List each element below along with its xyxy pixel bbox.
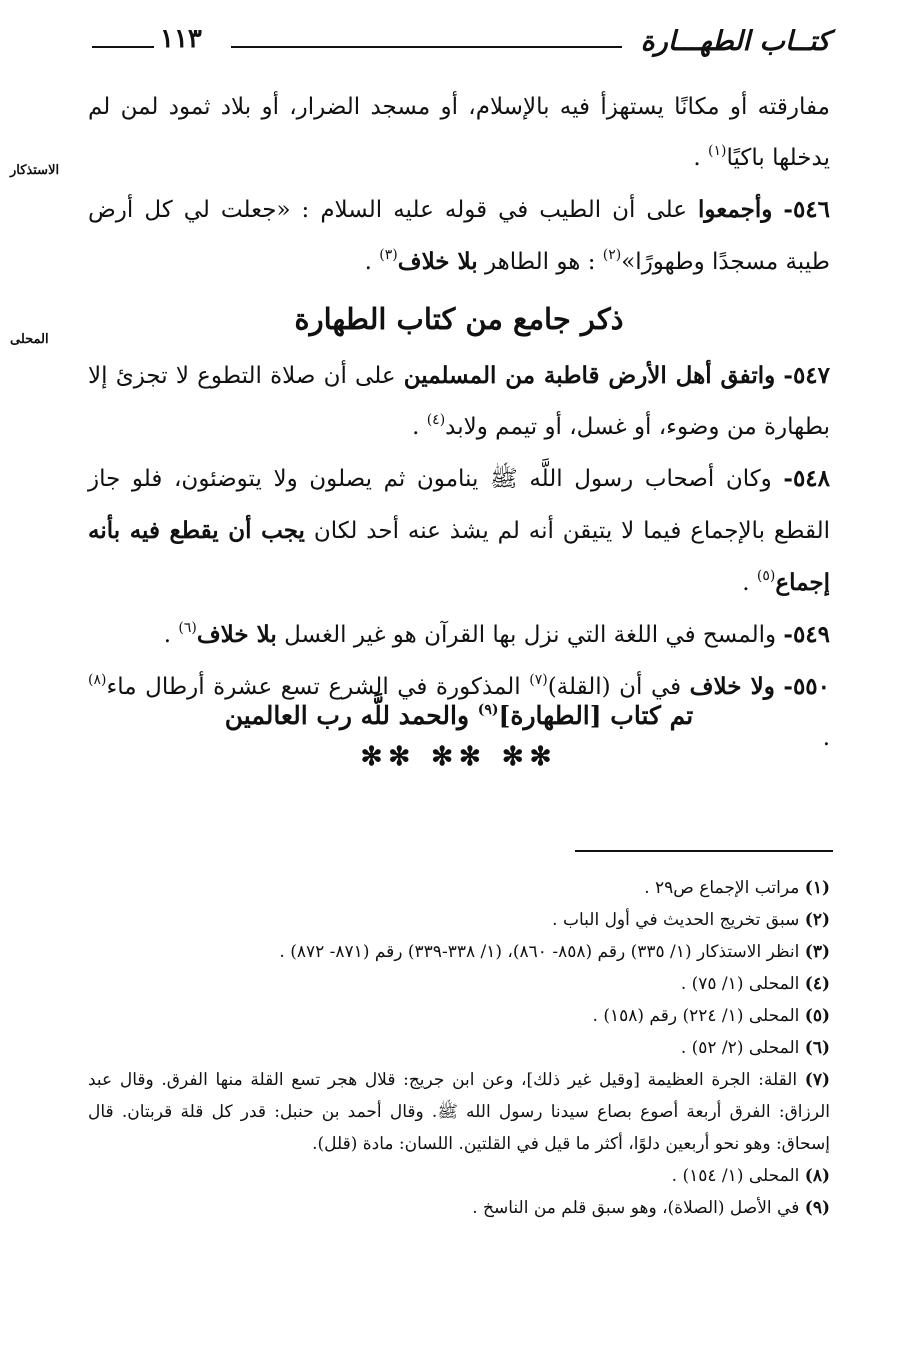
paragraph-text: في أن (القلة) <box>547 674 682 700</box>
page-number: ١١٣ <box>160 24 202 54</box>
footnote-number: (٦) <box>804 1038 830 1058</box>
closing-text: والحمد للَّه رب العالمين <box>224 701 470 730</box>
footnote-3 <box>88 936 830 968</box>
margin-source-istidhkar: الاستذكار <box>10 163 60 178</box>
footnote-number: (٥) <box>804 1006 830 1026</box>
book-closing-line <box>88 694 830 738</box>
paragraph-548 <box>88 453 830 609</box>
footnote-text: القلة: الجرة العظيمة [وقيل غير ذلك]، وعن ابن جريج: قلال هجر تسع القلة منها الفرق. وقال عبد الرزاق: الفرق أربعة أصوع بصاع سيدنا رسول الله ﷺ. وقال أحمد بن حنبل: قدر كل قلة قربتان. قال إسحاق: وهو نحو أربعين دلوًا، أكثر ما قيل في القلتين. اللسان: مادة (قلل). <box>88 1070 830 1154</box>
footnote-8 <box>88 1160 830 1192</box>
paragraph-text: مفارقته أو مكانًا يستهزأ فيه بالإسلام، أو مسجد الضرار، أو بلاد ثمود لمن لم يدخلها باكيًا <box>88 94 830 171</box>
footnote-ref: (٨) <box>88 672 107 688</box>
footnote-text: في الأصل (الصلاة)، وهو سبق قلم من الناسخ . <box>472 1198 800 1218</box>
paragraph-text: على أن الطيب في قوله عليه السلام : «جعلت لي كل أرض طيبة مسجدًا وطهورًا» <box>88 197 830 275</box>
period: . <box>822 725 830 751</box>
footnote-separator <box>575 850 833 852</box>
bold-phrase: واتفق أهل الأرض قاطبة من المسلمين <box>403 362 776 389</box>
issue-number: ٥٤٧- <box>783 362 831 389</box>
footnote-number: (٤) <box>804 974 830 994</box>
period: . <box>163 622 172 648</box>
footnote-text: انظر الاستذكار (١/ ٣٣٥) رقم (٨٥٨- ٨٦٠)، (١/ ٣٣٨-٣٣٩) رقم (٨٧١- ٨٧٢) . <box>279 942 800 962</box>
footnote-text: مراتب الإجماع ص٢٩ . <box>644 878 800 898</box>
main-text <box>88 82 830 764</box>
footnote-5 <box>88 1000 830 1032</box>
footnote-number: (١) <box>804 878 830 898</box>
bold-phrase: وأجمعوا <box>697 196 773 223</box>
issue-number: ٥٥٠- <box>783 673 831 700</box>
footnote-6 <box>88 1032 830 1064</box>
footnote-ref: (٦) <box>178 620 197 636</box>
period: . <box>693 145 701 171</box>
footnote-ref: (٥) <box>756 568 776 584</box>
paragraph-text: المذكورة في الشرع تسع عشرة أرطال ماء <box>106 674 521 700</box>
bold-phrase: يجب أن يقطع فيه بأنه إجماع <box>88 517 830 596</box>
footnote-number: (٣) <box>804 942 830 962</box>
footnote-number: (٨) <box>804 1166 830 1186</box>
paragraph-text: على أن صلاة التطوع لا تجزئ إلا بطهارة من وضوء، أو غسل، أو تيمم ولابد <box>88 363 830 440</box>
paragraph-text: وكان أصحاب رسول اللَّه ﷺ ينامون ثم يصلون ولا يتوضئون، فلو جاز القطع بالإجماع فيما لا يتيقن أنه لم يشذ عنه أحد لكان <box>88 466 830 544</box>
footnote-text: سبق تخريج الحديث في أول الباب . <box>552 910 800 930</box>
period: . <box>412 414 420 440</box>
running-header <box>88 22 830 66</box>
footnote-7 <box>88 1064 830 1160</box>
closing-text: تم كتاب [الطهارة] <box>498 701 694 730</box>
paragraph-545-continued <box>88 82 830 184</box>
header-rule <box>231 46 622 48</box>
footnote-text: المحلى (٢/ ٥٢) . <box>680 1038 800 1058</box>
running-header-title: كتــاب الطهـــارة <box>640 26 830 57</box>
footnote-2 <box>88 904 830 936</box>
header-rule-short <box>92 46 154 48</box>
footnote-text: المحلى (١/ ١٥٤) . <box>671 1166 800 1186</box>
footnote-ref: (٩) <box>477 702 499 718</box>
paragraph-547 <box>88 350 830 453</box>
footnote-1 <box>88 872 830 904</box>
issue-number: ٥٤٦- <box>783 196 830 223</box>
footnote-ref: (٧) <box>529 672 548 688</box>
footnote-number: (٢) <box>804 910 830 930</box>
footnote-text: المحلى (١/ ٧٥) . <box>680 974 800 994</box>
footnotes <box>88 872 830 1224</box>
section-end-ornament: ✻✻ ✻✻ ✻✻ <box>360 742 558 772</box>
paragraph-text: والمسح في اللغة التي نزل بها القرآن هو غير الغسل <box>284 622 777 648</box>
footnote-9 <box>88 1192 830 1224</box>
bold-phrase: ولا خلاف <box>689 673 775 700</box>
issue-number: ٥٤٩- <box>783 621 830 648</box>
issue-number: ٥٤٨- <box>783 465 830 492</box>
bold-phrase: بلا خلاف <box>397 248 478 275</box>
footnote-ref: (٤) <box>426 412 446 428</box>
period: . <box>364 249 372 275</box>
bold-phrase: بلا خلاف <box>196 621 277 648</box>
footnote-number: (٧) <box>804 1070 831 1090</box>
footnote-4 <box>88 968 830 1000</box>
section-heading: ذكر جامع من كتاب الطهارة <box>294 302 624 336</box>
footnote-number: (٩) <box>804 1198 830 1218</box>
paragraph-549 <box>88 609 830 661</box>
period: . <box>742 570 750 596</box>
footnote-text: المحلى (١/ ٢٢٤) رقم (١٥٨) . <box>592 1006 800 1026</box>
footnote-ref: (٣) <box>379 247 398 263</box>
margin-source-muhalla: المحلى <box>10 332 49 347</box>
paragraph-546 <box>88 184 830 288</box>
footnote-ref: (١) <box>707 143 727 159</box>
paragraph-text: : هو الطاهر <box>484 249 596 275</box>
footnote-ref: (٢) <box>602 247 622 263</box>
